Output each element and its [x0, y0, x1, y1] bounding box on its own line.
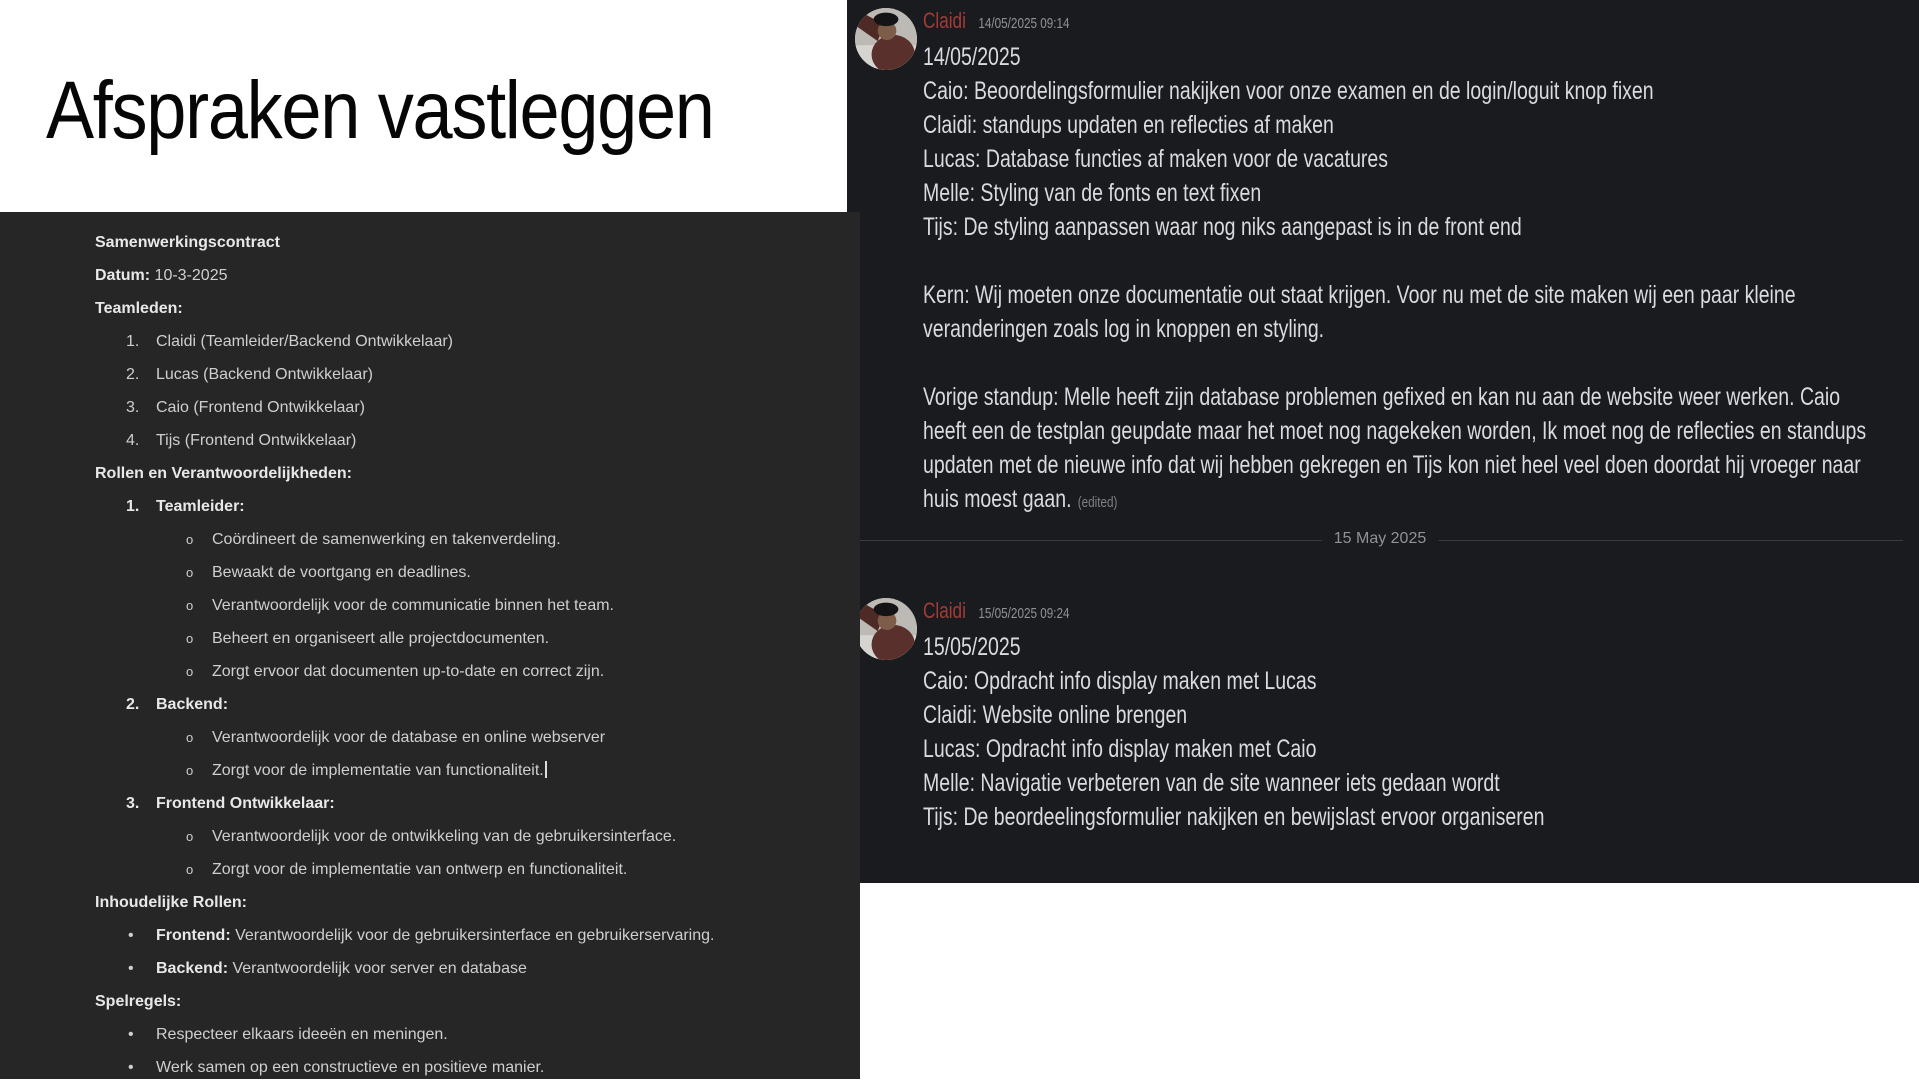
user-avatar[interactable]: [855, 598, 917, 660]
doc-sub-item: o Bewaakt de voortgang en deadlines.: [186, 564, 471, 581]
message-body: [923, 40, 1871, 520]
date-divider-label: 15 May 2025: [1322, 530, 1439, 548]
doc-sub-item: o Zorgt voor de implementatie van ontwerp en functionaliteit.: [186, 861, 628, 878]
blank-line: [923, 346, 1871, 380]
message-content: [923, 598, 1914, 834]
message-header: [923, 598, 1914, 628]
date-divider: [857, 530, 1903, 547]
doc-line: Datum: 10-3-2025: [95, 267, 228, 284]
doc-bullet-item: • Respecteer elkaars ideeën en meningen.: [128, 1026, 448, 1043]
doc-sub-item: o Beheert en organiseert alle projectdocumenten.: [186, 630, 550, 647]
doc-list-item: 2. Backend:: [126, 696, 229, 713]
doc-list-item: 2. Lucas (Backend Ontwikkelaar): [126, 366, 373, 383]
doc-bullet-item: • Frontend: Verantwoordelijk voor de gebruikersinterface en gebruikerservaring.: [128, 927, 715, 944]
message-line: Lucas: Database functies af maken voor de vacatures: [923, 145, 1389, 173]
doc-sub-item: o Verantwoordelijk voor de ontwikkeling van de gebruikersinterface.: [186, 828, 677, 845]
message-line: Claidi: Website online brengen: [923, 701, 1188, 729]
contract-document-panel[interactable]: [0, 212, 860, 1079]
doc-sub-item: o Coördineert de samenwerking en takenverdeling.: [186, 531, 561, 548]
doc-list-item: 3. Caio (Frontend Ontwikkelaar): [126, 399, 365, 416]
message-line: Tijs: De beordeelingsformulier nakijken en bewijslast ervoor organiseren: [923, 803, 1545, 831]
text-cursor: [545, 761, 547, 778]
user-avatar[interactable]: [855, 8, 917, 70]
page-title: Afspraken vastleggen: [46, 65, 714, 156]
message-line: Caio: Opdracht info display maken met Lucas: [923, 667, 1317, 695]
doc-list-item: 1. Teamleider:: [126, 498, 245, 515]
blank-line: [923, 244, 1871, 278]
message-timestamp: 15/05/2025 09:24: [978, 605, 1070, 622]
message-paragraph: Vorige standup: Melle heeft zijn database problemen gefixed en kan nu aan de website weer werken. Caio heeft een de testplan geupdate maar het moet nog nagekeken worden, Ik moet nog de reflecties en standups updaten met de nieuwe info dat wij hebben gekregen en Tijs kon niet heel veel doen doordat hij vroeger naar huis moest gaan. (edited): [923, 383, 1867, 513]
doc-list-item: 1. Claidi (Teamleider/Backend Ontwikkelaar): [126, 333, 454, 350]
message-line: 15/05/2025: [923, 633, 1021, 661]
message-line: 14/05/2025: [923, 43, 1021, 71]
doc-bullet-item: • Werk samen op een constructieve en positieve manier.: [128, 1059, 545, 1076]
avatar-photo-icon: [855, 598, 917, 660]
message-line: Lucas: Opdracht info display maken met Caio: [923, 735, 1317, 763]
message-paragraph: Kern: Wij moeten onze documentatie out staat krijgen. Voor nu met de site maken wij een paar kleine veranderingen zoals log in knoppen en styling.: [923, 281, 1796, 343]
message-timestamp: 14/05/2025 09:14: [978, 15, 1070, 32]
avatar-photo-icon: [855, 8, 917, 70]
username[interactable]: Claidi: [923, 8, 966, 33]
doc-sub-item: o Zorgt voor de implementatie van functionaliteit.: [0, 754, 860, 787]
doc-list-item: 4. Tijs (Frontend Ontwikkelaar): [126, 432, 357, 449]
doc-heading: Samenwerkingscontract: [95, 234, 280, 251]
message-line: Melle: Navigatie verbeteren van de site wanneer iets gedaan wordt: [923, 769, 1500, 797]
doc-sub-item: o Verantwoordelijk voor de communicatie binnen het team.: [186, 597, 614, 614]
message-line: Claidi: standups updaten en reflecties af maken: [923, 111, 1334, 139]
doc-heading: Rollen en Verantwoordelijkheden:: [95, 465, 352, 482]
doc-list-item: 3. Frontend Ontwikkelaar:: [126, 795, 335, 812]
doc-bullet-item: • Backend: Verantwoordelijk voor server en database: [128, 960, 527, 977]
message-line: Caio: Beoordelingsformulier nakijken voor onze examen en de login/loguit knop fixen: [923, 77, 1654, 105]
doc-heading: Inhoudelijke Rollen:: [95, 894, 248, 911]
message-line: Tijs: De styling aanpassen waar nog niks aangepast is in de front end: [923, 213, 1522, 241]
message-body: [923, 630, 1871, 834]
discord-chat-panel: [847, 0, 1919, 883]
username[interactable]: Claidi: [923, 598, 966, 623]
doc-sub-item: o Zorgt ervoor dat documenten up-to-date en correct zijn.: [186, 663, 605, 680]
edited-label: (edited): [1077, 494, 1118, 511]
doc-heading: Spelregels:: [95, 993, 182, 1010]
message-line: Melle: Styling van de fonts en text fixen: [923, 179, 1262, 207]
message-content: [923, 8, 1914, 520]
doc-sub-item: o Verantwoordelijk voor de database en online webserver: [186, 729, 606, 746]
doc-heading: Teamleden:: [95, 300, 183, 317]
message-header: [923, 8, 1914, 38]
